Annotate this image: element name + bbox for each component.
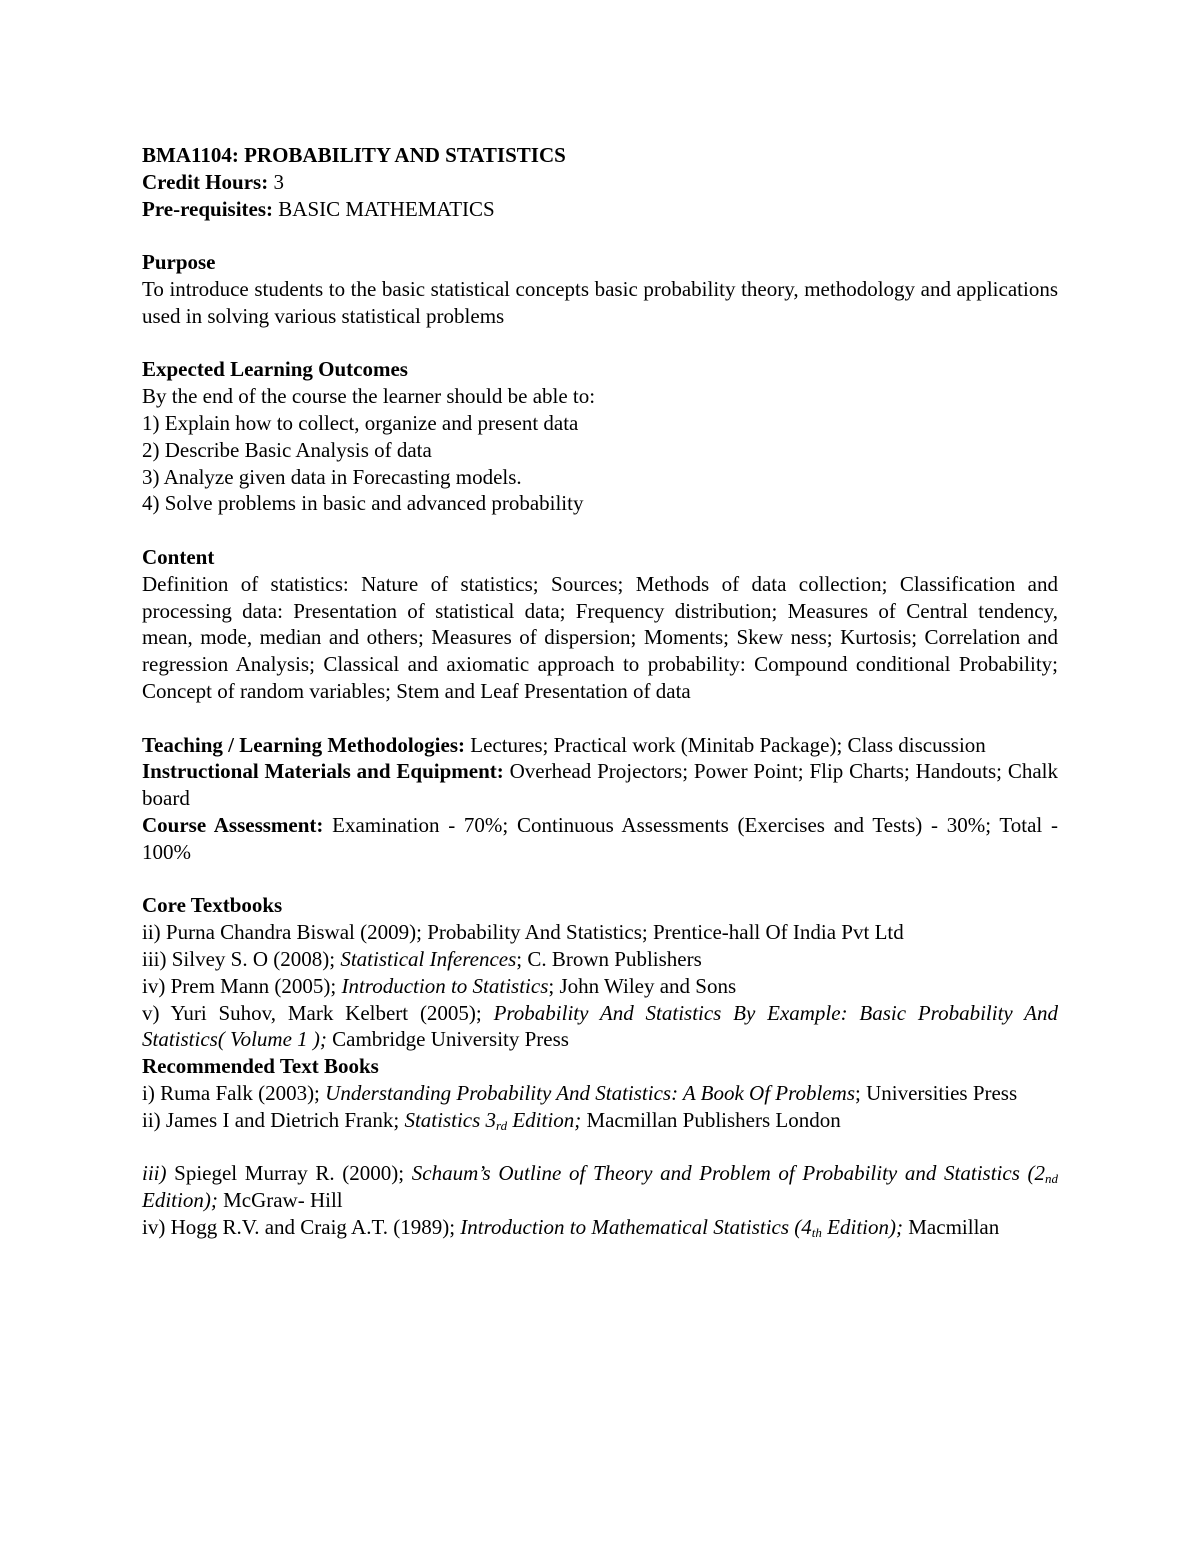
outcome-item: 3) Analyze given data in Forecasting models.: [142, 464, 522, 489]
recommended-heading: Recommended Text Books: [142, 1054, 379, 1079]
core-textbook-item: iii) Silvey S. O (2008); Statistical Inferences; C. Brown Publishers: [142, 946, 702, 971]
recommended-item: iii) Spiegel Murray R. (2000); Schaum’s Outline of Theory and Problem of Probability and Statistics ($2_{nd}$ Edition); McGraw- Hill: [142, 1161, 1058, 1213]
recommended-item: i) Ruma Falk (2003); Understanding Probability And Statistics: A Book Of Problems; Universities Press: [142, 1080, 1018, 1105]
outcomes-intro: By the end of the course the learner should be able to:: [142, 384, 596, 409]
content-text: Definition of statistics: Nature of statistics; Sources; Methods of data collection; Classification and processing data: Presentation of statistical data; Frequency distribution; Measures of Central tendency, mean, mode, median and others; Measures of dispersion; Moments; Skew ness; Kurtosis; Correlation and regression Analysis; Classical and axiomatic approach to probability: Compound conditional Probability; Concept of random variables; Stem and Leaf Presentation of data: [142, 571, 1058, 703]
course-assessment: Course Assessment: Examination - 70%; Continuous Assessments (Exercises and Tests) - 30%; Total - 100%: [142, 812, 1058, 864]
outcome-item: 1) Explain how to collect, organize and present data: [142, 410, 579, 435]
core-textbook-item: v) Yuri Suhov, Mark Kelbert (2005); Probability And Statistics By Example: Basic Probability And Statistics( Volume 1 ); Cambridge University Press: [142, 1000, 1058, 1052]
document-body: [142, 142, 1058, 1241]
recommended-item: ii) James I and Dietrich Frank; Statistics $3_{rd}$ Edition; Macmillan Publishers London: [142, 1107, 841, 1133]
outcomes-heading: Expected Learning Outcomes: [142, 357, 408, 382]
outcome-item: 4) Solve problems in basic and advanced probability: [142, 491, 584, 516]
content-heading: Content: [142, 544, 215, 569]
purpose-text: To introduce students to the basic statistical concepts basic probability theory, methodology and applications used in solving various statistical problems: [142, 276, 1058, 328]
credit-hours: Credit Hours: 3: [142, 169, 284, 194]
instructional-materials: Instructional Materials and Equipment: Overhead Projectors; Power Point; Flip Charts; Handouts; Chalk board: [142, 759, 1058, 811]
prerequisites: Pre-requisites: BASIC MATHEMATICS: [142, 196, 495, 221]
core-textbooks-heading: Core Textbooks: [142, 893, 283, 918]
course-title: BMA1104: PROBABILITY AND STATISTICS: [142, 143, 566, 167]
outcome-item: 2) Describe Basic Analysis of data: [142, 437, 432, 462]
purpose-heading: Purpose: [142, 250, 216, 275]
recommended-item: iv) Hogg R.V. and Craig A.T. (1989); Introduction to Mathematical Statistics ($4_{th}$ Edition); Macmillan: [142, 1214, 1000, 1240]
teaching-methodologies: Teaching / Learning Methodologies: Lectures; Practical work (Minitab Package); Class discussion: [142, 732, 986, 757]
core-textbook-item: ii) Purna Chandra Biswal (2009); Probability And Statistics; Prentice-hall Of India Pvt Ltd: [142, 920, 904, 945]
core-textbook-item: iv) Prem Mann (2005); Introduction to Statistics; John Wiley and Sons: [142, 973, 737, 998]
